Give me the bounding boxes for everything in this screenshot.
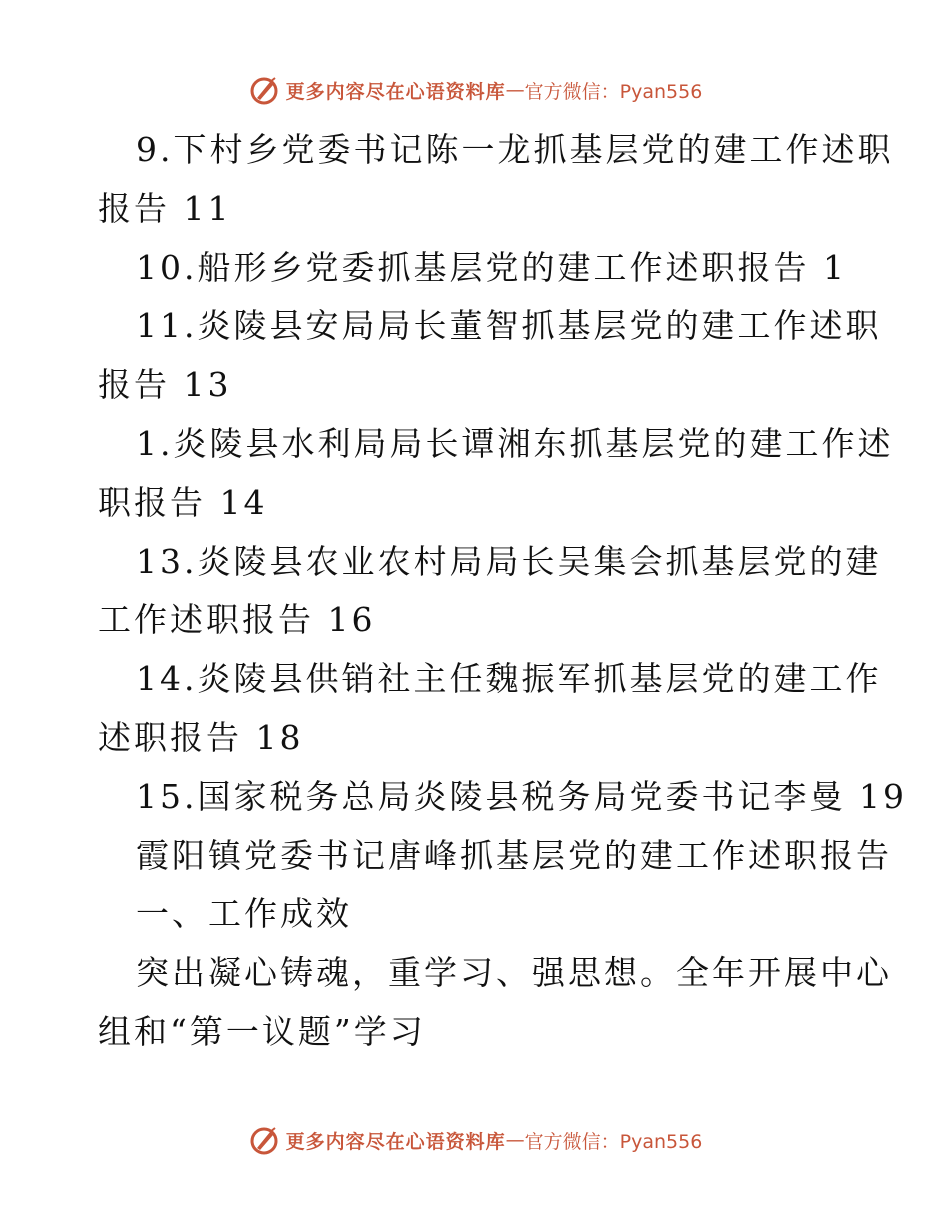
text-line: 14.炎陵县供销社主任魏振军抓基层党的建工作 — [136, 659, 882, 699]
watermark-separator: — — [505, 79, 525, 101]
text-line: 述职报告 18 — [98, 717, 304, 757]
text-line: 突出凝心铸魂，重学习、强思想。全年开展中心 — [136, 953, 892, 993]
watermark-separator: — — [505, 1129, 525, 1151]
text-line: 职报告 14 — [98, 482, 268, 522]
section-heading: 一、工作成效 — [136, 894, 352, 934]
quill-logo-icon — [248, 74, 280, 106]
text-line: 报告 13 — [98, 365, 232, 405]
header-watermark — [0, 70, 950, 110]
text-line: 9.下村乡党委书记陈一龙抓基层党的建工作述职 — [136, 130, 894, 169]
text-line: 霞阳镇党委书记唐峰抓基层党的建工作述职报告 — [136, 835, 892, 875]
text-line: 报告 11 — [98, 188, 232, 228]
text-line: 11.炎陵县安局局长董智抓基层党的建工作述职 — [136, 306, 882, 346]
document-body — [98, 121, 907, 1062]
footer-watermark — [0, 1120, 950, 1160]
text-line: 15.国家税务总局炎陵县税务局党委书记李曼 19 — [136, 776, 907, 816]
watermark-contact-text: 官方微信：Pyan556 — [524, 1130, 703, 1153]
text-line: 13.炎陵县农业农村局局长吴集会抓基层党的建 — [136, 541, 882, 581]
text-line: 工作述职报告 16 — [98, 600, 376, 640]
watermark-main-text: 更多内容尽在心语资料库 — [285, 1130, 506, 1153]
text-line: 10.船形乡党委抓基层党的建工作述职报告 1 — [136, 247, 847, 287]
text-line: 组和“第一议题”学习 — [98, 1011, 426, 1051]
quill-logo-icon — [248, 1124, 280, 1156]
text-line: 1.炎陵县水利局局长谭湘东抓基层党的建工作述 — [136, 423, 894, 463]
watermark-contact-text: 官方微信：Pyan556 — [524, 80, 703, 103]
watermark-main-text: 更多内容尽在心语资料库 — [285, 80, 506, 103]
